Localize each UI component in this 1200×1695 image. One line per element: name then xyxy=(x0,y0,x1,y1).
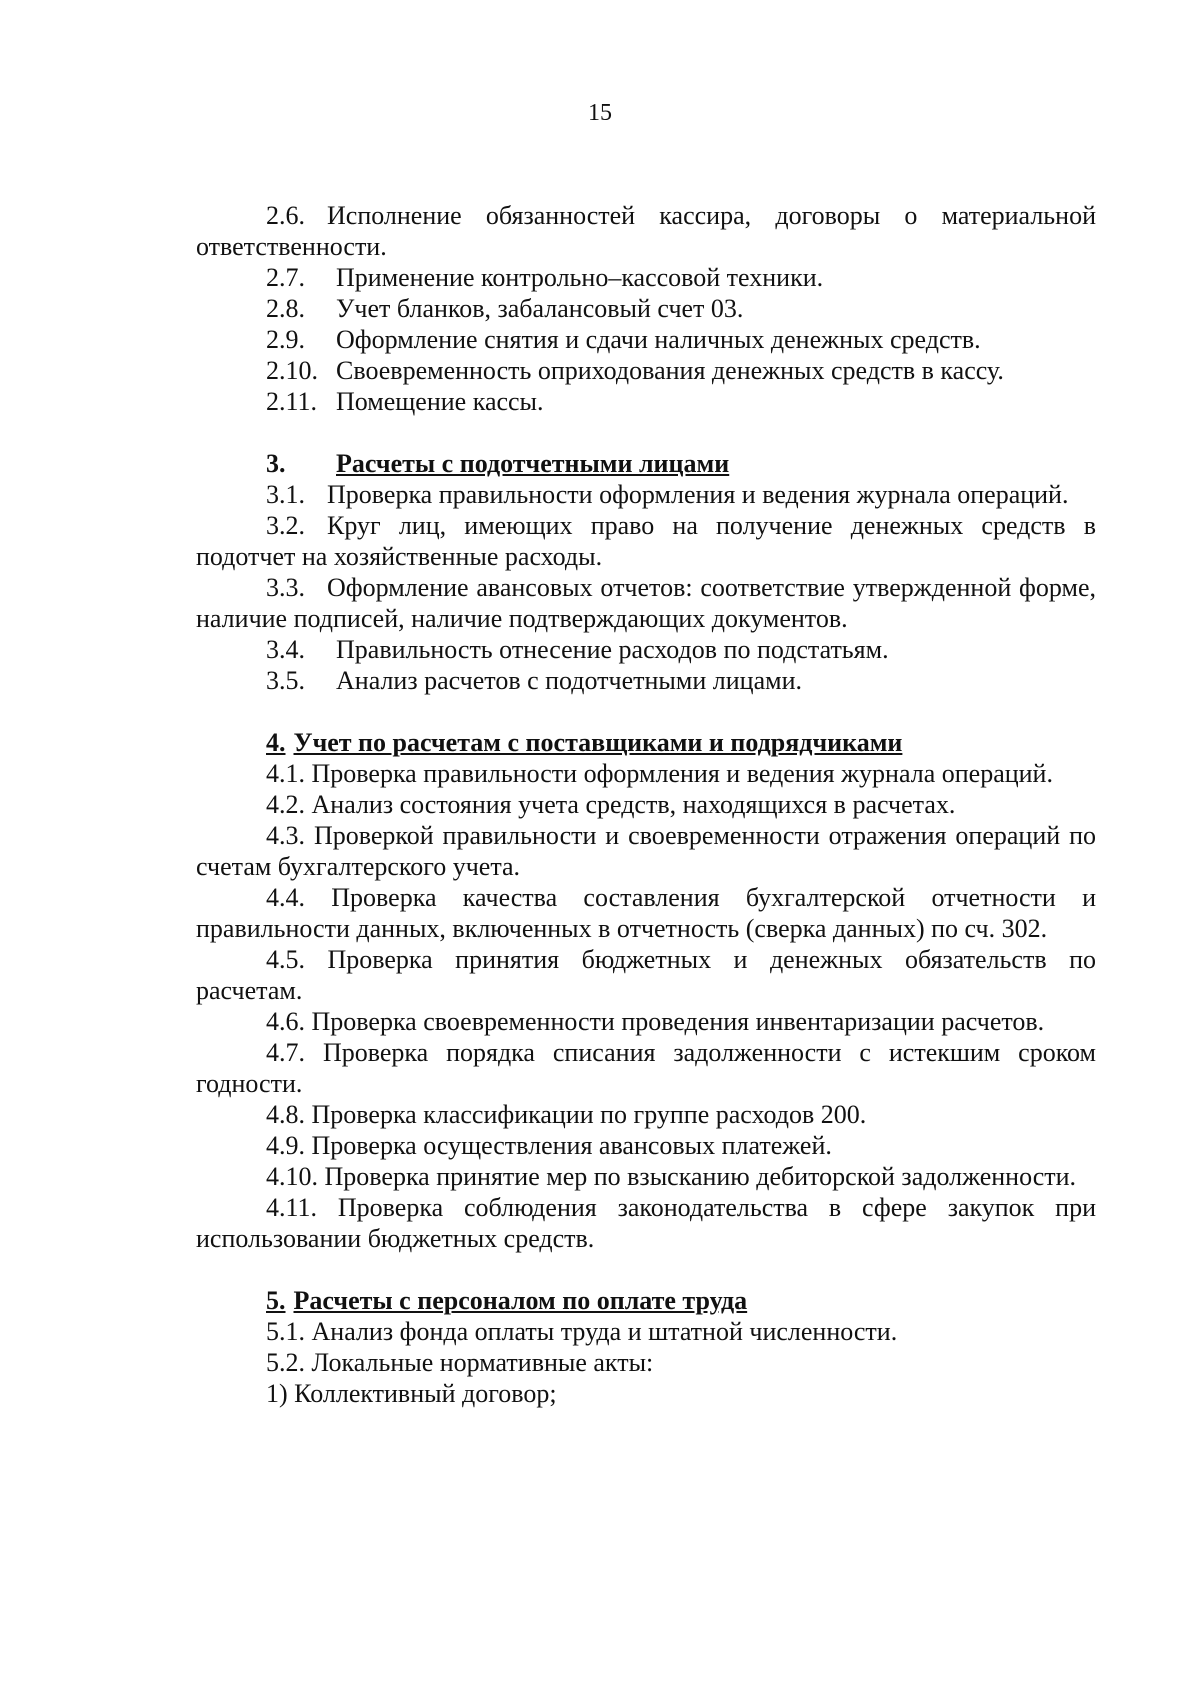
item-3-2 xyxy=(196,510,1096,572)
item-4-7 xyxy=(196,1037,1096,1099)
document-body xyxy=(196,200,1096,1409)
item-4-5 xyxy=(196,944,1096,1006)
item-text: Проверка соблюдения законодательства в сфере закупок при использовании бюджетных средств. xyxy=(196,1193,1096,1253)
item-text: Проверка порядка списания задолженности с истекшим сроком годности. xyxy=(196,1038,1096,1098)
item-number: 2.6. xyxy=(266,201,305,230)
item-number: 4.2. xyxy=(266,790,305,819)
item-number: 4.6. xyxy=(266,1007,305,1036)
item-text: Проверка принятие мер по взысканию дебиторской задолженности. xyxy=(324,1162,1077,1191)
item-4-4 xyxy=(196,882,1096,944)
item-number: 2.9. xyxy=(266,325,305,354)
item-number: 3.5. xyxy=(266,666,305,695)
item-number: 1) xyxy=(266,1379,288,1408)
item-number: 3.2. xyxy=(266,511,305,540)
item-2-10 xyxy=(196,355,1096,386)
item-4-8 xyxy=(196,1099,1096,1130)
item-text: Круг лиц, имеющих право на получение денежных средств в подотчет на хозяйственные расходы. xyxy=(196,511,1096,571)
item-text: Оформление снятия и сдачи наличных денежных средств. xyxy=(336,325,981,354)
item-text: Проверка принятия бюджетных и денежных обязательств по расчетам. xyxy=(196,945,1096,1005)
item-text: Применение контрольно–кассовой техники. xyxy=(336,263,824,292)
item-2-6 xyxy=(196,200,1096,262)
item-text: Помещение кассы. xyxy=(336,387,544,416)
item-text: Исполнение обязанностей кассира, договоры о материальной ответственности. xyxy=(196,201,1096,261)
item-3-3 xyxy=(196,572,1096,634)
item-text: Своевременность оприходования денежных средств в кассу. xyxy=(336,356,1004,385)
item-text: Проверка качества составления бухгалтерской отчетности и правильности данных, включенных в отчетность (сверка данных) по сч. 302. xyxy=(196,883,1097,943)
item-number: 2.8. xyxy=(266,294,305,323)
item-5-2-1 xyxy=(196,1378,1096,1409)
item-2-8 xyxy=(196,293,1096,324)
section-4-heading xyxy=(196,727,1096,758)
item-2-7 xyxy=(196,262,1096,293)
item-text: Анализ фонда оплаты труда и штатной численности. xyxy=(311,1317,898,1346)
item-4-10 xyxy=(196,1161,1096,1192)
item-4-1 xyxy=(196,758,1096,789)
item-number: 4.11. xyxy=(266,1193,318,1222)
item-4-2 xyxy=(196,789,1096,820)
item-number: 2.7. xyxy=(266,263,305,292)
item-2-11 xyxy=(196,386,1096,417)
item-5-2 xyxy=(196,1347,1096,1378)
section-number: 3. xyxy=(266,449,286,478)
item-number: 5.2. xyxy=(266,1348,305,1377)
item-number: 2.10. xyxy=(266,356,318,385)
item-number: 3.4. xyxy=(266,635,305,664)
item-number: 2.11. xyxy=(266,387,318,416)
item-3-1 xyxy=(196,479,1096,510)
item-number: 3.1. xyxy=(266,480,305,509)
item-text: Правильность отнесение расходов по подстатьям. xyxy=(336,635,889,664)
section-title: Расчеты с персоналом по оплате труда xyxy=(293,1286,748,1315)
item-text: Проверкой правильности и своевременности отражения операций по счетам бухгалтерского учета. xyxy=(196,821,1097,881)
item-number: 4.1. xyxy=(266,759,305,788)
item-number: 3.3. xyxy=(266,573,305,602)
item-number: 4.3. xyxy=(266,821,305,850)
item-text: Проверка правильности оформления и ведения журнала операций. xyxy=(311,759,1053,788)
item-3-4 xyxy=(196,634,1096,665)
item-text: Проверка классификации по группе расходов 200. xyxy=(311,1100,867,1129)
item-4-11 xyxy=(196,1192,1096,1254)
section-5-heading xyxy=(196,1285,1096,1316)
item-text: Анализ состояния учета средств, находящихся в расчетах. xyxy=(311,790,956,819)
section-3-heading xyxy=(196,448,1096,479)
item-number: 5.1. xyxy=(266,1317,305,1346)
item-number: 4.5. xyxy=(266,945,305,974)
item-4-6 xyxy=(196,1006,1096,1037)
item-text: Проверка правильности оформления и ведения журнала операций. xyxy=(327,480,1069,509)
section-number: 5. xyxy=(266,1286,286,1315)
page-number: 15 xyxy=(588,100,612,126)
item-text: Учет бланков, забалансовый счет 03. xyxy=(336,294,744,323)
item-4-9 xyxy=(196,1130,1096,1161)
item-number: 4.10. xyxy=(266,1162,318,1191)
item-text: Коллективный договор; xyxy=(294,1379,557,1408)
section-title: Учет по расчетам с поставщиками и подрядчиками xyxy=(293,728,903,757)
item-3-5 xyxy=(196,665,1096,696)
item-4-3 xyxy=(196,820,1096,882)
item-number: 4.4. xyxy=(266,883,305,912)
item-text: Оформление авансовых отчетов: соответствие утвержденной форме, наличие подписей, наличие подтверждающих документов. xyxy=(196,573,1096,633)
item-5-1 xyxy=(196,1316,1096,1347)
section-title: Расчеты с подотчетными лицами xyxy=(336,449,730,478)
item-number: 4.7. xyxy=(266,1038,305,1067)
item-number: 4.9. xyxy=(266,1131,305,1160)
item-text: Проверка осуществления авансовых платежей. xyxy=(311,1131,832,1160)
item-2-9 xyxy=(196,324,1096,355)
section-number: 4. xyxy=(266,728,286,757)
item-text: Локальные нормативные акты: xyxy=(311,1348,654,1377)
item-text: Проверка своевременности проведения инвентаризации расчетов. xyxy=(311,1007,1045,1036)
item-text: Анализ расчетов с подотчетными лицами. xyxy=(336,666,802,695)
item-number: 4.8. xyxy=(266,1100,305,1129)
